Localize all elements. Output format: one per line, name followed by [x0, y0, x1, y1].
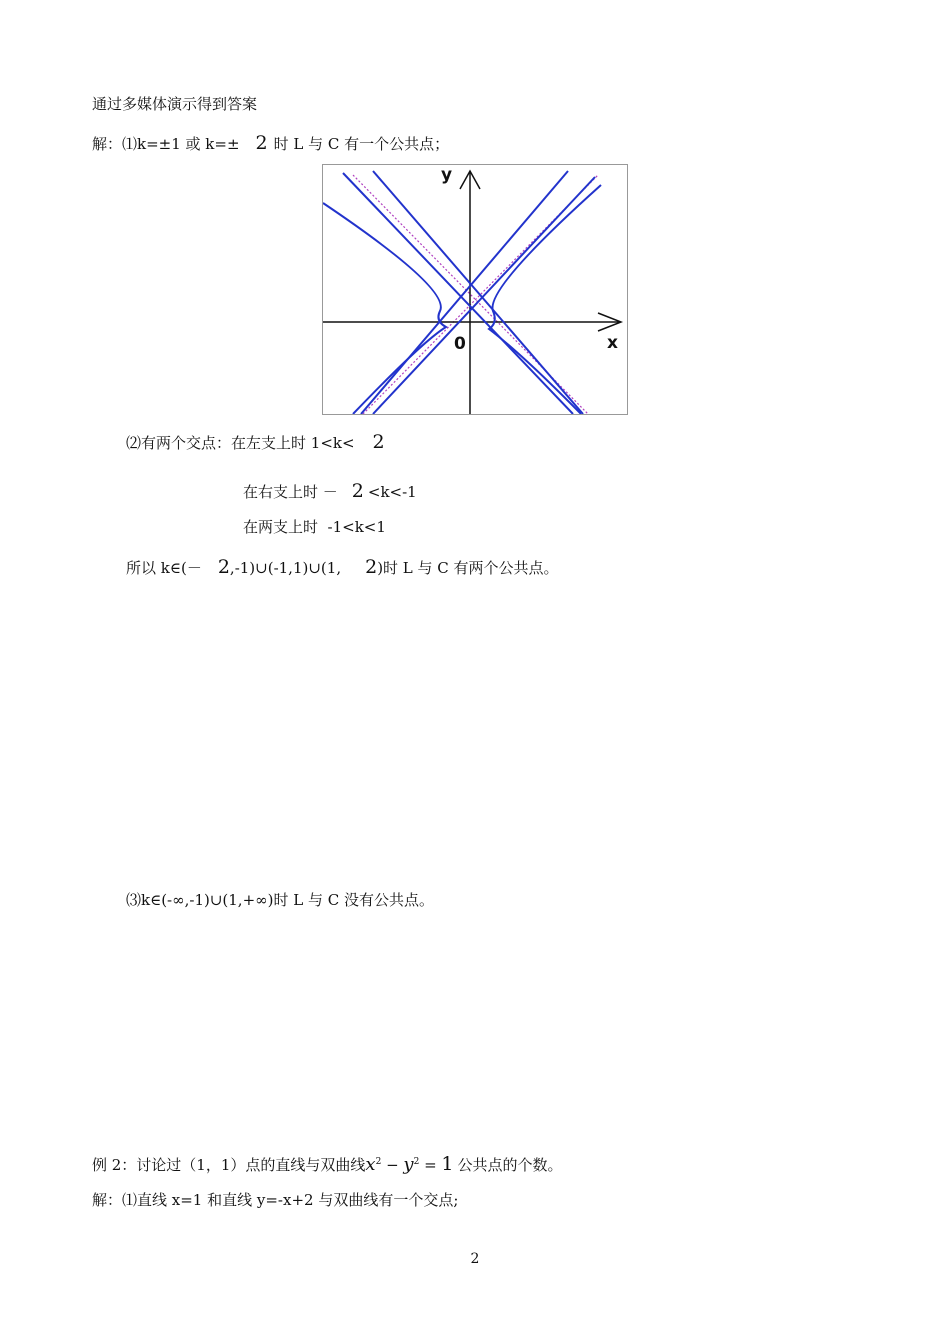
- x-axis-label: x: [607, 333, 618, 353]
- part2-right-branch-range: <k<-1: [367, 483, 417, 501]
- hyperbola-graph: [323, 165, 627, 414]
- line-slope-pos-1: [373, 177, 595, 414]
- sqrt-value: 2: [351, 480, 364, 502]
- part2-line-3: 在两支上时 -1<k<1: [243, 518, 386, 536]
- solution-1-text-a: 解：⑴k=±1 或 k=±: [92, 135, 240, 153]
- solution-1: [92, 133, 449, 154]
- equation-minus: −: [381, 1156, 404, 1174]
- part2-right-branch-text: 在右支上时 －: [243, 483, 338, 501]
- conclusion-text-c: )时 L 与 C 有两个公共点。: [377, 559, 559, 577]
- equation-y: y: [403, 1154, 414, 1175]
- intro-text: 通过多媒体演示得到答案: [92, 95, 258, 113]
- origin-label: 0: [454, 334, 466, 354]
- equation-exp-1: 2: [375, 1157, 382, 1167]
- sqrt-value: 2: [255, 132, 268, 154]
- part2-left-branch-text: ⑵有两个交点：在左支上时 1<k<: [126, 434, 355, 452]
- equation-x: x: [365, 1154, 376, 1175]
- example-2-text-b: 公共点的个数。: [457, 1156, 563, 1174]
- page-number: 2: [470, 1251, 480, 1267]
- solution-1-text-c: 时 L 与 C 有一个公共点；: [273, 135, 450, 153]
- conclusion-text-a: 所以 k∈(－: [126, 559, 202, 577]
- sqrt-value: 2: [372, 431, 385, 453]
- conclusion-text-b: ,-1)∪(-1,1)∪(1,: [229, 559, 342, 577]
- y-axis-label: y: [441, 165, 453, 185]
- part3-text: ⑶k∈(-∞,-1)∪(1,+∞)时 L 与 C 没有公共点。: [126, 891, 434, 909]
- sqrt-value: 2: [365, 556, 378, 578]
- sqrt-value: 2: [217, 556, 230, 578]
- solution-2: 解：⑴直线 x=1 和直线 y=-x+2 与双曲线有一个交点;: [92, 1191, 459, 1209]
- example-2: [92, 1152, 563, 1175]
- equation-equals: =: [419, 1156, 442, 1174]
- line-slope-neg-steep: [373, 171, 583, 414]
- equation-one: 1: [441, 1153, 454, 1175]
- part2-line-2: [243, 481, 417, 502]
- example-2-text-a: 例 2：讨论过（1，1）点的直线与双曲线: [92, 1156, 366, 1174]
- part2-line-1: [126, 432, 385, 453]
- part2-conclusion: [126, 557, 559, 578]
- hyperbola-right-branch: [489, 185, 601, 414]
- equation-exp-2: 2: [413, 1157, 420, 1167]
- hyperbola-figure: [322, 164, 628, 415]
- line-slope-neg-1: [343, 173, 573, 414]
